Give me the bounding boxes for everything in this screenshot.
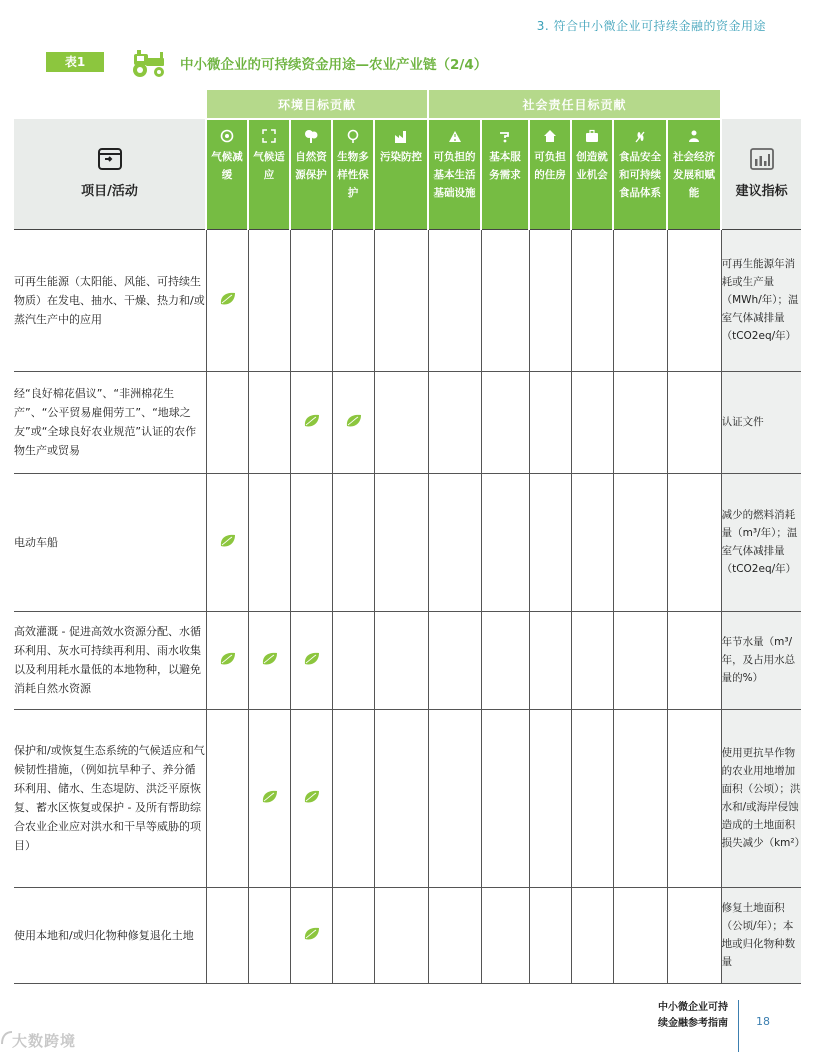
- contribution-cell: [206, 371, 248, 473]
- col-header-soc-2: [529, 119, 571, 229]
- page-number: 18: [756, 1015, 770, 1028]
- contribution-cell: [481, 473, 529, 611]
- tap-icon: [498, 129, 512, 143]
- indicator-cell: 年节水量（m³/年，及占用水总量的%）: [721, 611, 801, 709]
- col-header-env-4: [374, 119, 428, 229]
- col-header-env-label: 污染防控: [380, 151, 422, 163]
- contribution-cell: [571, 887, 613, 983]
- indicator-cell: 修复土地面积（公顷/年）；本地或归化物种数量: [721, 887, 801, 983]
- contribution-cell: [374, 229, 428, 371]
- leaf-icon: [303, 413, 320, 428]
- col-header-soc-5: [667, 119, 721, 229]
- contribution-cell: [428, 709, 481, 887]
- contribution-cell: [529, 709, 571, 887]
- contribution-cell: [290, 229, 332, 371]
- contribution-cell: [571, 611, 613, 709]
- use-of-funds-table: [14, 88, 806, 984]
- leaf-icon: [219, 533, 236, 548]
- project-cell: 可再生能源（太阳能、风能、可持续生物质）在发电、抽水、干燥、热力和/或蒸汽生产中的应用: [14, 229, 206, 371]
- col-header-env-3: [332, 119, 374, 229]
- contribution-cell: [428, 611, 481, 709]
- tree-icon: [304, 129, 318, 143]
- indicator-cell: 可再生能源年消耗或生产量（MWh/年）；温室气体减排量（tCO2eq/年）: [721, 229, 801, 371]
- table-row: [14, 473, 801, 611]
- contribution-cell: [667, 709, 721, 887]
- contribution-cell: [481, 229, 529, 371]
- leaf-icon: [219, 291, 236, 306]
- people-icon: [687, 129, 701, 143]
- table-number-tag: 表1: [46, 52, 104, 72]
- col-header-indicator-label: 建议指标: [735, 184, 788, 200]
- contribution-cell: [571, 229, 613, 371]
- contribution-cell: [332, 887, 374, 983]
- table-row: [14, 229, 801, 371]
- contribution-cell: [374, 371, 428, 473]
- contribution-cell: [481, 887, 529, 983]
- col-header-env-2: [290, 119, 332, 229]
- col-header-indicator: [721, 119, 801, 229]
- table-title: 中小微企业的可持续资金用途—农业产业链（2/4）: [180, 57, 488, 73]
- project-cell: 使用本地和/或归化物种修复退化土地: [14, 887, 206, 983]
- factory-icon: [394, 129, 408, 143]
- col-header-soc-label: 社会经济发展和赋能: [673, 151, 716, 199]
- leaf-icon: [261, 651, 278, 666]
- contribution-cell: [374, 709, 428, 887]
- contribution-cell: [206, 887, 248, 983]
- contribution-cell: [667, 473, 721, 611]
- contribution-cell: [374, 611, 428, 709]
- contribution-cell: [290, 371, 332, 473]
- contribution-cell: [428, 473, 481, 611]
- watermark: 大数跨境: [12, 1032, 77, 1050]
- col-header-soc-label: 创造就业机会: [576, 151, 608, 181]
- col-header-env-0: [206, 119, 248, 229]
- col-header-project-label: 项目/活动: [81, 184, 138, 200]
- table-row: [14, 371, 801, 473]
- leaf-icon: [303, 651, 320, 666]
- contribution-cell: [613, 371, 667, 473]
- col-header-soc-label: 基本服务需求: [489, 151, 521, 181]
- col-header-project: [14, 119, 206, 229]
- contribution-cell: [332, 371, 374, 473]
- col-header-env-label: 气候适应: [253, 151, 285, 181]
- col-header-env-label: 生物多样性保护: [337, 151, 369, 199]
- col-header-soc-1: [481, 119, 529, 229]
- contribution-cell: [529, 473, 571, 611]
- contribution-cell: [374, 473, 428, 611]
- table-title-row: [46, 48, 766, 78]
- table-row: [14, 887, 801, 983]
- contribution-cell: [248, 473, 290, 611]
- house-icon: [543, 129, 557, 143]
- contribution-cell: [248, 709, 290, 887]
- leaf-icon: [261, 789, 278, 804]
- contribution-cell: [529, 229, 571, 371]
- contribution-cell: [481, 709, 529, 887]
- contribution-cell: [667, 611, 721, 709]
- contribution-cell: [529, 887, 571, 983]
- leaf-icon: [303, 789, 320, 804]
- contribution-cell: [332, 611, 374, 709]
- indicator-cell: 认证文件: [721, 371, 801, 473]
- contribution-cell: [667, 887, 721, 983]
- contribution-cell: [206, 709, 248, 887]
- contribution-cell: [529, 371, 571, 473]
- contribution-cell: [613, 611, 667, 709]
- group-social: 社会责任目标贡献: [428, 89, 721, 119]
- contribution-cell: [428, 371, 481, 473]
- col-header-env-1: [248, 119, 290, 229]
- contribution-cell: [613, 709, 667, 887]
- col-header-soc-label: 可负担的住房: [534, 151, 566, 181]
- footer-brand: 中小微企业可持续金融参考指南: [658, 1002, 728, 1029]
- expand-icon: [262, 129, 276, 143]
- contribution-cell: [206, 473, 248, 611]
- contribution-cell: [248, 229, 290, 371]
- contribution-cell: [290, 611, 332, 709]
- leaf-icon: [303, 926, 320, 941]
- contribution-cell: [332, 229, 374, 371]
- project-cell: 电动车船: [14, 473, 206, 611]
- footer-divider: [738, 1000, 739, 1052]
- contribution-cell: [248, 887, 290, 983]
- contribution-cell: [613, 887, 667, 983]
- contribution-cell: [374, 887, 428, 983]
- shield-icon: [220, 129, 234, 143]
- contribution-cell: [571, 709, 613, 887]
- contribution-cell: [248, 611, 290, 709]
- col-header-soc-4: [613, 119, 667, 229]
- contribution-cell: [481, 611, 529, 709]
- pin-icon: [346, 129, 360, 143]
- running-header: 3. 符合中小微企业可持续金融的资金用途: [536, 19, 766, 33]
- leaf-icon: [345, 413, 362, 428]
- briefcase-icon: [585, 129, 599, 143]
- tractor-icon: [130, 48, 168, 78]
- table-row: [14, 709, 801, 887]
- col-header-soc-label: 可负担的基本生活基础设施: [433, 151, 476, 199]
- project-icon: [98, 148, 122, 170]
- contribution-cell: [290, 887, 332, 983]
- contribution-cell: [248, 371, 290, 473]
- road-icon: [448, 129, 462, 143]
- indicator-cell: 使用更抗旱作物的农业用地增加面积（公顷）；洪水和/或海岸侵蚀造成的土地面积损失减少（km²）: [721, 709, 801, 887]
- contribution-cell: [206, 611, 248, 709]
- group-environmental: 环境目标贡献: [206, 89, 428, 119]
- col-header-env-label: 自然资源保护: [295, 151, 327, 181]
- chart-icon: [750, 148, 774, 170]
- contribution-cell: [290, 709, 332, 887]
- contribution-cell: [529, 611, 571, 709]
- table-row: [14, 611, 801, 709]
- contribution-cell: [613, 473, 667, 611]
- project-cell: 保护和/或恢复生态系统的气候适应和气候韧性措施，（例如抗旱种子、养分循环利用、储水、生态堤防、洪泛平原恢复、蓄水区恢复或保护 - 及所有帮助综合农业企业应对洪水和干旱等威胁的项目）: [14, 709, 206, 887]
- contribution-cell: [428, 887, 481, 983]
- contribution-cell: [206, 229, 248, 371]
- contribution-cell: [290, 473, 332, 611]
- contribution-cell: [332, 473, 374, 611]
- col-header-env-label: 气候减缓: [211, 151, 243, 181]
- leaf-icon: [219, 651, 236, 666]
- contribution-cell: [571, 371, 613, 473]
- contribution-cell: [667, 371, 721, 473]
- col-header-soc-3: [571, 119, 613, 229]
- col-header-soc-0: [428, 119, 481, 229]
- contribution-cell: [571, 473, 613, 611]
- contribution-cell: [667, 229, 721, 371]
- project-cell: 高效灌溉 - 促进高效水资源分配、水循环利用、灰水可持续再利用、雨水收集以及利用耗水量低的本地物种，以避免消耗自然水资源: [14, 611, 206, 709]
- contribution-cell: [332, 709, 374, 887]
- col-header-soc-label: 食品安全和可持续食品体系: [619, 151, 662, 199]
- contribution-cell: [613, 229, 667, 371]
- contribution-cell: [428, 229, 481, 371]
- indicator-cell: 减少的燃料消耗量（m³/年）；温室气体减排量（tCO2eq/年）: [721, 473, 801, 611]
- contribution-cell: [481, 371, 529, 473]
- wheat-icon: [633, 129, 647, 143]
- project-cell: 经“良好棉花倡议”、“非洲棉花生产”、“公平贸易雇佣劳工”、“地球之友”或“全球良好农业规范”认证的农作物生产或贸易: [14, 371, 206, 473]
